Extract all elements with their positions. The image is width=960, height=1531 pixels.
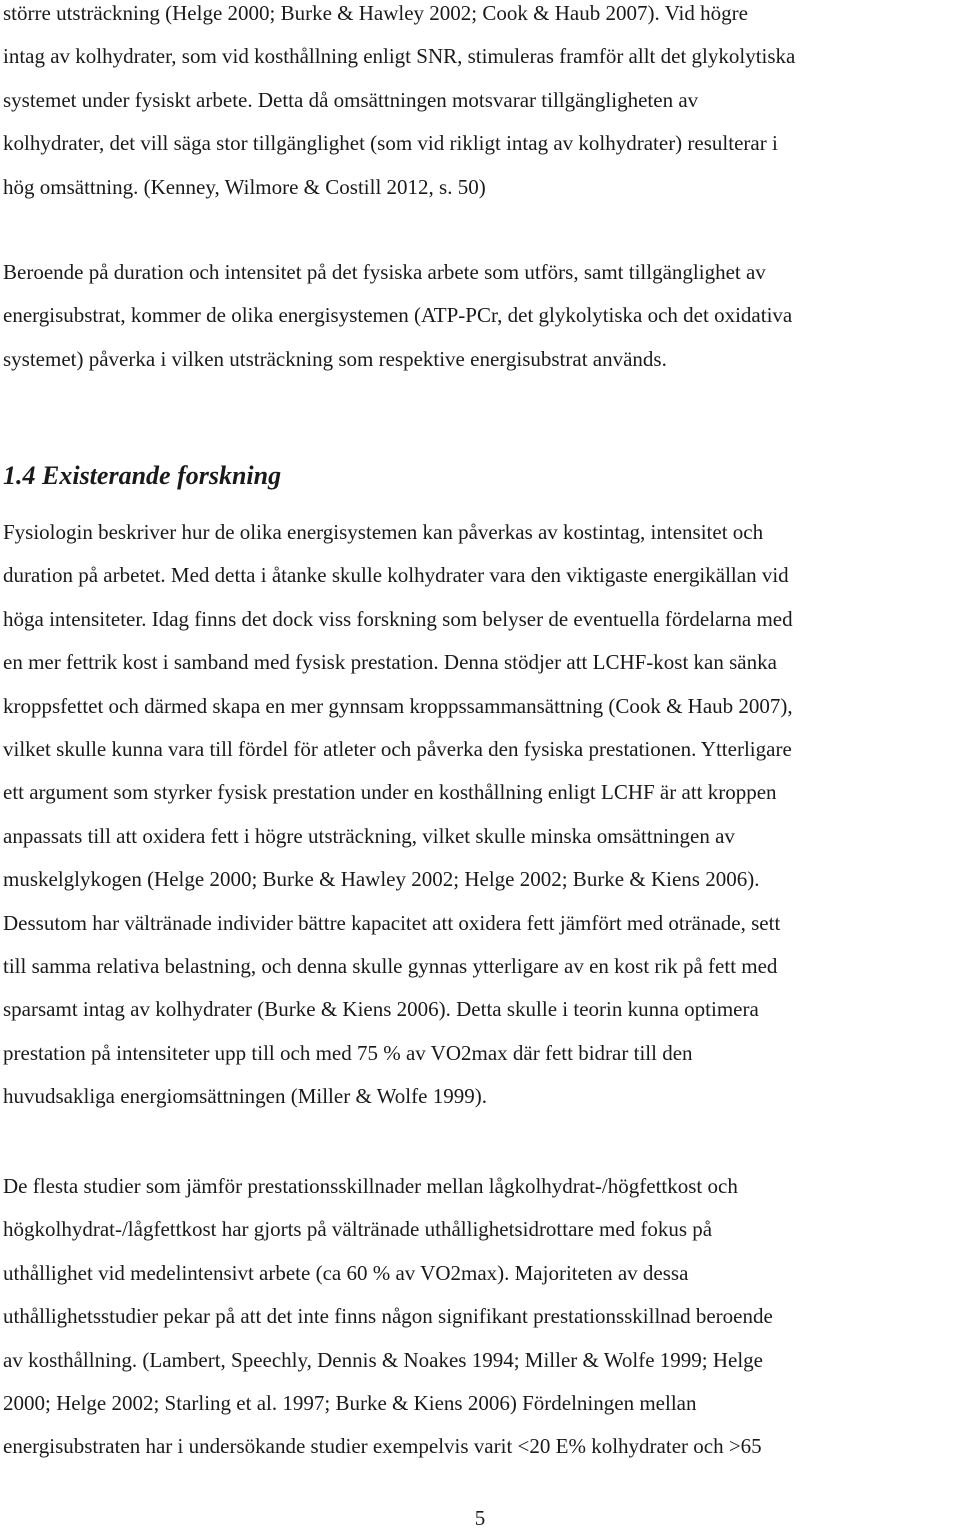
text-line: kroppsfettet och därmed skapa en mer gynnsam kroppssammansättning (Cook & Haub 2007), <box>3 693 793 718</box>
text-line: Fysiologin beskriver hur de olika energisystemen kan påverkas av kostintag, intensitet och <box>3 520 764 544</box>
paragraph-energy-systems-intro <box>3 0 955 209</box>
text-line: uthållighetsstudier pekar på att det inte finns någon signifikant prestationsskillnad beroende <box>3 1304 773 1329</box>
text-line: prestation på intensiteter upp till och med 75 % av VO2max där fett bidrar till den <box>3 1040 693 1065</box>
text-line: ett argument som styrker fysisk prestation under en kosthållning enligt LCHF är att kroppen <box>3 780 777 805</box>
text-line: intag av kolhydrater, som vid kosthållning enligt SNR, stimuleras framför allt det glykolytiska <box>3 44 796 69</box>
text-line: De flesta studier som jämför prestationsskillnader mellan lågkolhydrat-/högfettkost och <box>3 1174 738 1198</box>
text-line: en mer fettrik kost i samband med fysisk prestation. Denna stödjer att LCHF-kost kan sänka <box>3 650 777 675</box>
text-line: 2000; Helge 2002; Starling et al. 1997; Burke & Kiens 2006) Fördelningen mellan <box>3 1390 697 1415</box>
text-line: huvudsakliga energiomsättningen (Miller & Wolfe 1999). <box>3 1084 487 1109</box>
text-line: systemet) påverka i vilken utsträckning som respektive energisubstrat används. <box>3 346 667 371</box>
text-line: sparsamt intag av kolhydrater (Burke & Kiens 2006). Detta skulle i teorin kunna optimera <box>3 997 759 1022</box>
text-line: Dessutom har vältränade individer bättre kapacitet att oxidera fett jämfört med otränade, sett <box>3 910 781 935</box>
text-line: Beroende på duration och intensitet på det fysiska arbete som utförs, samt tillgänglighet av <box>3 260 766 284</box>
section-heading: 1.4 Existerande forskning <box>3 461 282 490</box>
text-line: större utsträckning (Helge 2000; Burke & Hawley 2002; Cook & Haub 2007). Vid högre <box>3 1 748 25</box>
text-line: kolhydrater, det vill säga stor tillgänglighet (som vid rikligt intag av kolhydrater) resulterar i <box>3 131 778 156</box>
text-line: energisubstrat, kommer de olika energisystemen (ATP-PCr, det glykolytiska och det oxidativa <box>3 303 793 328</box>
text-line: energisubstraten har i undersökande studier exempelvis varit <20 E% kolhydrater och >65 <box>3 1434 762 1459</box>
text-line: duration på arbetet. Med detta i åtanke skulle kolhydrater vara den viktigaste energikällan vid <box>3 563 789 588</box>
paragraph-existing-research <box>3 511 955 1118</box>
text-line: till samma relativa belastning, och denna skulle gynnas ytterligare av en kost rik på fett med <box>3 953 778 978</box>
text-line: uthållighet vid medelintensivt arbete (ca 60 % av VO2max). Majoriteten av dessa <box>3 1260 689 1285</box>
paragraph-duration-intensity <box>3 251 955 381</box>
paragraph-performance-studies <box>3 1165 955 1469</box>
text-line: hög omsättning. (Kenney, Wilmore & Costill 2012, s. 50) <box>3 174 486 199</box>
text-line: muskelglykogen (Helge 2000; Burke & Hawley 2002; Helge 2002; Burke & Kiens 2006). <box>3 867 760 892</box>
text-line: anpassats till att oxidera fett i högre utsträckning, vilket skulle minska omsättningen av <box>3 823 735 848</box>
text-line: högkolhydrat-/lågfettkost har gjorts på vältränade uthållighetsidrottare med fokus på <box>3 1217 713 1242</box>
text-line: systemet under fysiskt arbete. Detta då omsättningen motsvarar tillgängligheten av <box>3 87 699 112</box>
text-line: av kosthållning. (Lambert, Speechly, Dennis & Noakes 1994; Miller & Wolfe 1999; Helge <box>3 1347 763 1372</box>
text-line: höga intensiteter. Idag finns det dock viss forskning som belyser de eventuella fördelarna med <box>3 606 793 631</box>
text-line: vilket skulle kunna vara till fördel för atleter och påverka den fysiska prestationen. Ytterligare <box>3 736 792 761</box>
page-number: 5 <box>474 1506 486 1530</box>
